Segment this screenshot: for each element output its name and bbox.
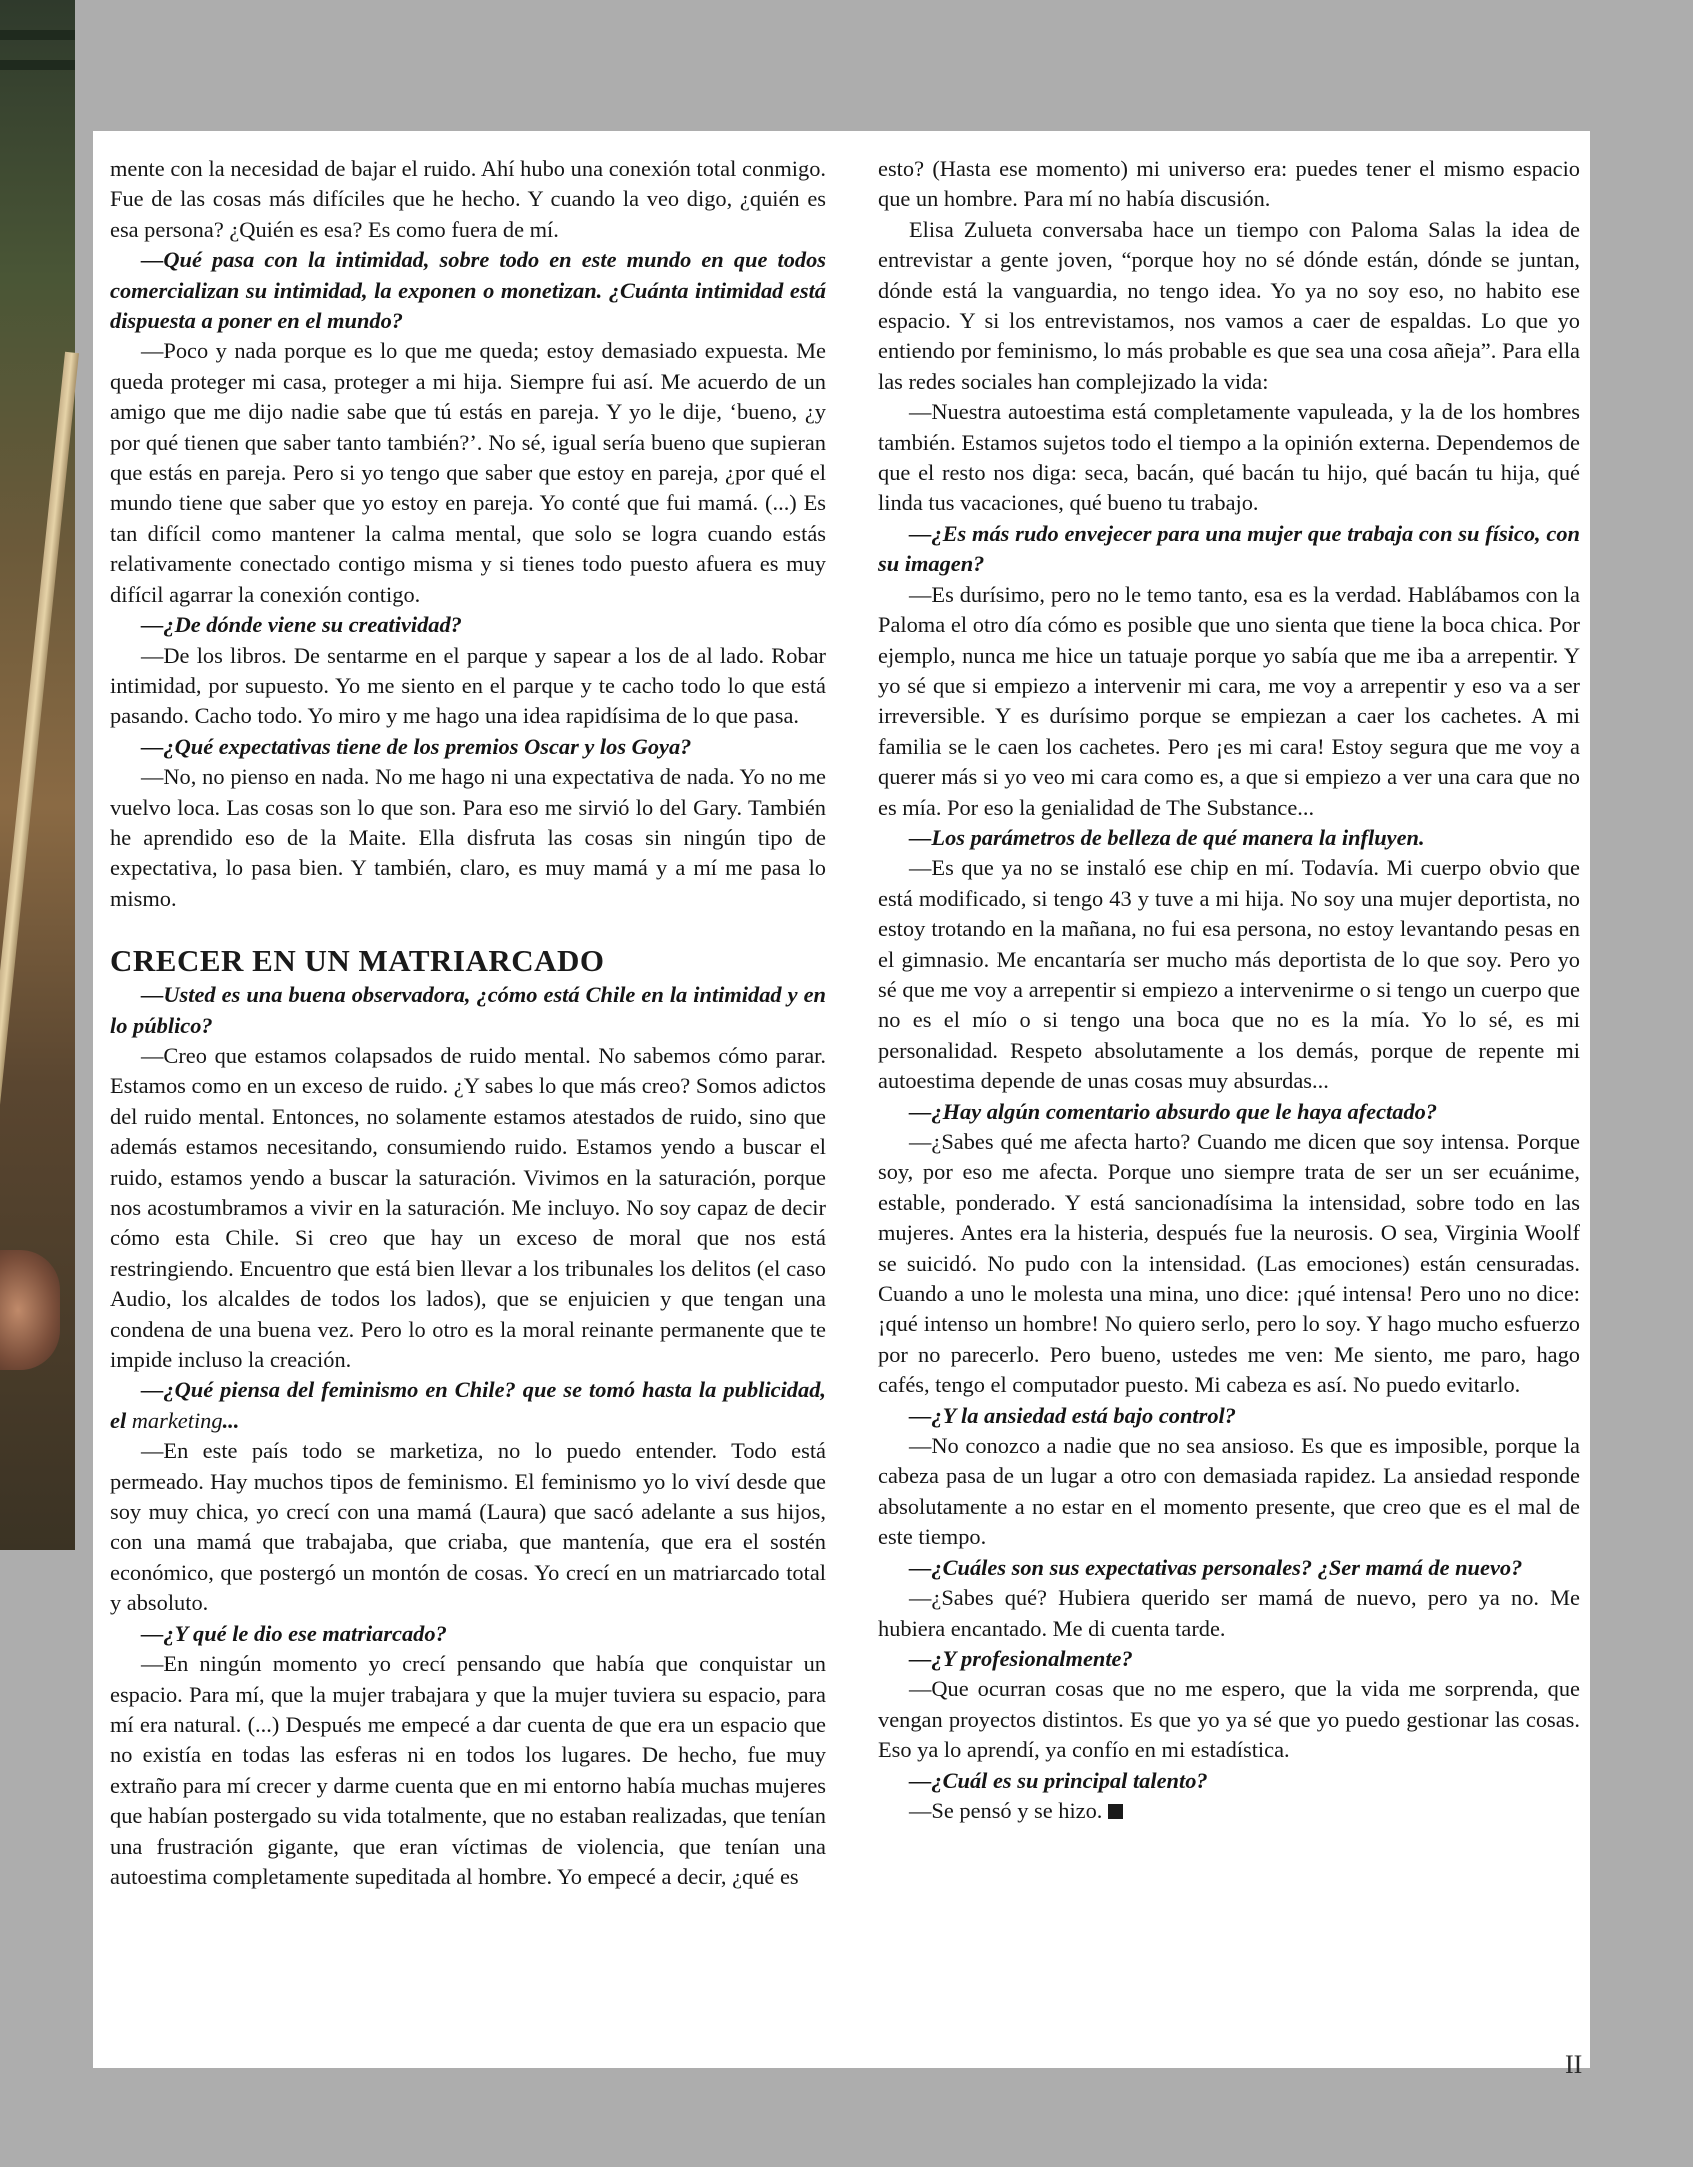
answer-text: —Se pensó y se hizo. — [909, 1797, 1103, 1823]
photo-bar — [0, 60, 75, 70]
question: —¿Es más rudo envejecer para una mujer que trabaja con su físico, con su imagen? — [878, 520, 1580, 577]
end-mark-icon — [1108, 1804, 1123, 1819]
question: —¿Qué expectativas tiene de los premios Oscar y los Goya? — [141, 733, 692, 759]
photo-bar — [0, 30, 75, 40]
answer: —Es que ya no se instaló ese chip en mí. Todavía. Mi cuerpo obvio que está modificado, si tengo 43 y tuve a mi hija. No soy una mujer deportista, no estoy trotando en la mañana, no fui esa persona, no estoy levantando pesas en el gimnasio. Me encantaría ser mucho más deportista de lo que soy. Pero yo sé que me voy a arrepentir si empiezo a intervenirme o si tengo un cuerpo que no es el mío o si tengo una boca que no es la mía. Yo lo sé, es mi personalidad. Respeto absolutamente a los demás, porque de repente mi autoestima depende de unas cosas muy absurdas... — [878, 855, 1580, 1094]
photo-rail — [0, 352, 79, 1249]
italic-term: marketing — [131, 1407, 223, 1433]
question: —¿Cuáles son sus expectativas personales? ¿Ser mamá de nuevo? — [909, 1554, 1523, 1580]
answer: —En ningún momento yo crecí pensando que había que conquistar un espacio. Para mí, que la mujer trabajara y que la mujer tuviera su espacio, para mí era natural. (...) Después me empecé a dar cuenta de que era un espacio que no existía en todas las esferas ni en todos los lugares. De hecho, fue muy extraño para mí crecer y darme cuenta que en mi entorno había muchas mujeres que habían postergado su vida totalmente, que no estaban realizadas, que tenían una frustración gigante, que eran víctimas de violencia, que tenían una autoestima completamente supeditada al hombre. Yo empecé a decir, ¿qué es — [110, 1651, 826, 1889]
question-text: —¿Qué piensa del feminismo en Chile? que se tomó hasta la publicidad, el — [110, 1377, 826, 1433]
answer: —Creo que estamos colapsados de ruido mental. No sabemos cómo parar. Estamos como en un exceso de ruido. ¿Y sabes lo que más creo? Somos adictos del ruido mental. Entonces, no solamente estamos atestados de ruido, sino que además estamos necesitando, consumiendo ruido. Estamos yendo a buscar el ruido, estamos yendo a buscar la saturación. Vivimos en la saturación, porque nos acostumbramos a vivir en la saturación. Me incluyo. No soy capaz de decir cómo esta Chile. Si creo que hay un exceso de moral que nos está restringiendo. Encuentro que está bien llevar a los tribunales los delitos (el caso Audio, los alcaldes de todos los lados), que se enjuicien y que tengan una condena de una buena vez. Pero lo otro es la moral reinante permanente que te impide incluso la creación. — [110, 1042, 826, 1373]
question: —Usted es una buena observadora, ¿cómo está Chile en la intimidad y en lo público? — [110, 982, 826, 1038]
question-ellipsis: ... — [222, 1407, 240, 1433]
answer: —En este país todo se marketiza, no lo puedo entender. Todo está permeado. Hay muchos tipos de feminismo. El feminismo yo lo viví desde que soy muy chica, yo crecí con una mamá (Laura) que sacó adelante a sus hijos, con una mamá que trabajaba, que criaba, que mantenía, que era el sostén económico, que postergó un montón de cosas. Yo crecí en un matriarcado total y absoluto. — [110, 1438, 826, 1616]
question: —Qué pasa con la intimidad, sobre todo en este mundo en que todos comercializan su intimidad, la exponen o monetizan. ¿Cuánta intimidad está dispuesta a poner en el mundo? — [110, 247, 826, 334]
question: —¿Y la ansiedad está bajo control? — [909, 1402, 1236, 1428]
question: —¿Y profesionalmente? — [909, 1645, 1133, 1671]
question: —¿Hay algún comentario absurdo que le haya afectado? — [909, 1098, 1438, 1124]
question: —Los parámetros de belleza de qué manera la influyen. — [909, 824, 1425, 850]
left-column — [110, 154, 826, 1892]
question: —¿Y qué le dio ese matriarcado? — [141, 1620, 447, 1646]
photo-hand — [0, 1250, 60, 1370]
question: —¿Cuál es su principal talento? — [909, 1767, 1208, 1793]
answer: —No, no pienso en nada. No me hago ni una expectativa de nada. Yo no me vuelvo loca. Las cosas son lo que son. Para eso me sirvió lo del Gary. También he aprendido eso de la Maite. Ella disfruta las cosas sin ningún tipo de expectativa, lo pasa bien. Y también, claro, es muy mamá y a mí me pasa lo mismo. — [110, 764, 826, 911]
photo-edge — [0, 0, 75, 1550]
right-column — [878, 154, 1580, 1826]
section-heading: CRECER EN UN MATRIARCADO — [110, 943, 605, 979]
paragraph: Elisa Zulueta conversaba hace un tiempo con Paloma Salas la idea de entrevistar a gente joven, “porque hoy no sé dónde están, dónde se juntan, dónde está la vanguardia, no tengo idea. Yo ya no soy eso, no habito ese espacio. Y si los entrevistamos, nos vamos a caer de espaldas. Lo que yo entiendo por feminismo, lo más probable es que sea una cosa añeja”. Para ella las redes sociales han complejizado la vida: — [878, 216, 1580, 394]
article-page — [93, 131, 1590, 2068]
final-answer — [878, 1796, 1580, 1826]
question: —¿De dónde viene su creatividad? — [141, 612, 462, 638]
paragraph: mente con la necesidad de bajar el ruido. Ahí hubo una conexión total conmigo. Fue de las cosas más difíciles que he hecho. Y cuando la veo digo, ¿quién es esa persona? ¿Quién es esa? Es como fuera de mí. — [110, 156, 826, 242]
answer: —¿Sabes qué me afecta harto? Cuando me dicen que soy intensa. Porque soy, por eso me afecta. Porque uno siempre trata de ser un ser ecuánime, estable, ponderado. Y está sancionadísima la intensidad, sobre todo en las mujeres. Antes era la histeria, después fue la neurosis. O sea, Virginia Woolf se suicidó. No pudo con la intensidad. (Las emociones) están censuradas. Cuando a uno le molesta una mina, uno dice: ¡qué intensa! Pero uno no dice: ¡qué intenso un hombre! No quiero serlo, pero lo soy. Y hago mucho esfuerzo por no parecerlo. Pero bueno, ustedes me ven: Me siento, me paro, hago cafés, tengo el computador puesto. Mi cabeza es así. No puedo evitarlo. — [878, 1129, 1580, 1398]
answer: —No conozco a nadie que no sea ansioso. Es que es imposible, porque la cabeza pasa de un lugar a otro con demasiada rapidez. La ansiedad responde absolutamente a no estar en el momento presente, que creo que es el mal de este tiempo. — [878, 1433, 1580, 1550]
answer: —Que ocurran cosas que no me espero, que la vida me sorprenda, que vengan proyectos distintos. Es que yo ya sé que yo puedo gestionar las cosas. Eso ya lo aprendí, ya confío en mi estadística. — [878, 1676, 1580, 1763]
answer: —Nuestra autoestima está completamente vapuleada, y la de los hombres también. Estamos sujetos todo el tiempo a la opinión externa. Dependemos de que el resto nos diga: seca, bacán, qué bacán tu hijo, qué bacán tu hija, qué linda tus vacaciones, qué bueno tu trabajo. — [878, 399, 1580, 516]
answer: —¿Sabes qué? Hubiera querido ser mamá de nuevo, pero ya no. Me hubiera encantado. Me di cuenta tarde. — [878, 1585, 1580, 1641]
question — [110, 1375, 826, 1436]
paragraph: esto? (Hasta ese momento) mi universo era: puedes tener el mismo espacio que un hombre. Para mí no había discusión. — [878, 156, 1580, 212]
answer: —Poco y nada porque es lo que me queda; estoy demasiado expuesta. Me queda proteger mi casa, proteger a mi hija. Siempre fui así. Me acuerdo de un amigo que me dijo nadie sabe que tú estás en pareja. Y yo le dije, ‘bueno, ¿y por qué tienen que saber tanto también?’. No sé, igual sería bueno que supieran que estás en pareja. Pero si yo tengo que saber que estoy en pareja, ¿por qué el mundo tiene que saber que yo estoy en pareja. Yo conté que fui mamá. (...) Es tan difícil como mantener la calma mental, que solo se logra cuando estás relativamente conectado contigo misma y si tienes todo puesto afuera es muy difícil agarrar la conexión contigo. — [110, 338, 826, 607]
page-number: II — [1565, 2050, 1583, 2079]
answer: —Es durísimo, pero no le temo tanto, esa es la verdad. Hablábamos con la Paloma el otro día cómo es posible que uno sienta que tiene la boca chica. Por ejemplo, nunca me hice un tatuaje porque yo sabía que me iba a arrepentir. Y yo sé que si empiezo a intervenir mi cara, me voy a arrepentir y eso va a ser irreversible. Y es durísimo porque se empiezan a caer los cachetes. A mi familia se le caen los cachetes. Pero ¡es mi cara! Estoy segura que me voy a querer más si yo veo mi cara como es, a que si empiezo a ver una cara que no es mía. Por eso la genialidad de The Substance... — [878, 581, 1580, 820]
answer: —De los libros. De sentarme en el parque y sapear a los de al lado. Robar intimidad, por supuesto. Yo me siento en el parque y te cacho todo lo que está pasando. Cacho todo. Yo miro y me hago una idea rapidísima de lo que pasa. — [110, 642, 826, 729]
